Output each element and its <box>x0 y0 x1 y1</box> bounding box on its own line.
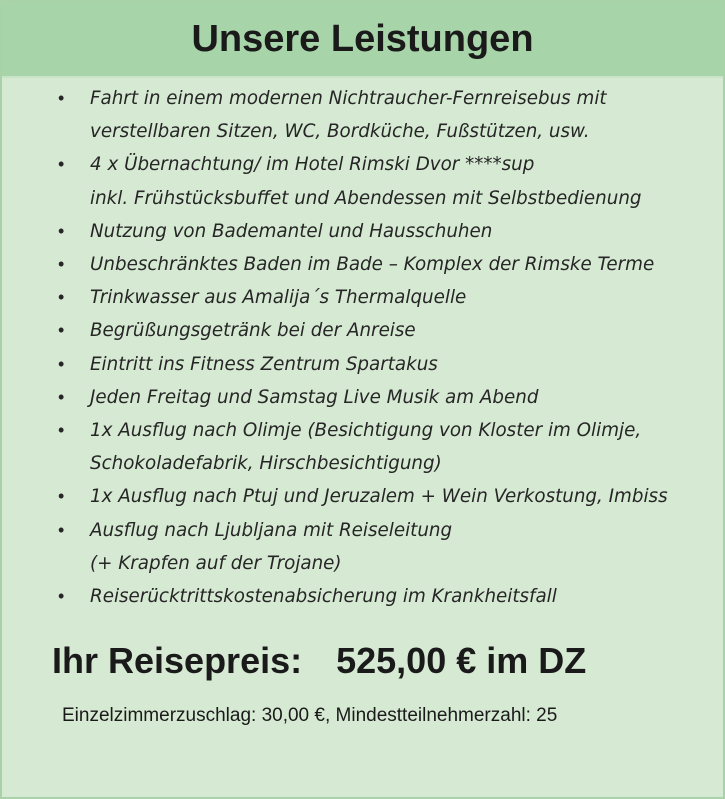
header-bar <box>2 2 723 78</box>
list-item <box>2 215 723 248</box>
bullet-icon: • <box>58 386 65 407</box>
list-item-text: Trinkwasser aus Amalija´s Thermalquelle <box>90 287 467 309</box>
price-value: 525,00 € im DZ <box>336 640 587 681</box>
bullet-icon: • <box>58 486 65 507</box>
list-item <box>2 348 723 381</box>
bullet-icon: • <box>58 88 65 108</box>
bullet-icon: • <box>58 254 65 275</box>
list-item-text: verstellbaren Sitzen, WC, Bordküche, Fußstützen, usw. <box>90 121 590 143</box>
list-item-text: 1x Ausflug nach Olimje (Besichtigung von Kloster im Olimje, <box>90 420 642 442</box>
list-item <box>2 381 723 414</box>
bullet-icon: • <box>58 586 65 607</box>
list-item-text: Jeden Freitag und Samstag Live Musik am Abend <box>90 386 539 408</box>
list-item-text: 1x Ausflug nach Ptuj und Jeruzalem + Wein Verkostung, Imbiss <box>90 486 668 508</box>
bullet-icon: • <box>58 220 65 241</box>
list-item-text: Begrüßungsgetränk bei der Anreise <box>90 320 416 342</box>
list-item <box>2 480 723 513</box>
list-item <box>2 514 723 580</box>
list-item-text: 4 x Übernachtung/ im Hotel Rimski Dvor ****sup <box>90 154 535 176</box>
list-item-text: Nutzung von Bademantel und Hausschuhen <box>90 220 493 242</box>
price-label: Ihr Reisepreis: <box>52 640 303 681</box>
list-item-text: Schokoladefabrik, Hirschbesichtigung) <box>90 453 442 475</box>
list-item-text: (+ Krapfen auf der Trojane) <box>90 552 342 574</box>
bullet-icon: • <box>58 519 65 540</box>
bullet-icon: • <box>58 320 65 341</box>
list-item-text: inkl. Frühstücksbuffet und Abendessen mit Selbstbedienung <box>90 187 642 209</box>
price-line <box>52 640 712 682</box>
services-list <box>2 82 723 613</box>
bullet-icon: • <box>58 353 65 374</box>
list-item <box>2 82 723 148</box>
list-item <box>2 248 723 281</box>
list-item-text: Eintritt ins Fitness Zentrum Spartakus <box>90 353 438 375</box>
list-item-text: Ausflug nach Ljubljana mit Reiseleitung <box>90 519 453 541</box>
bullet-icon: • <box>58 287 65 308</box>
list-item-text: Reiserücktrittskostenabsicherung im Krankheitsfall <box>90 586 557 608</box>
list-item <box>2 314 723 347</box>
surcharge-note: Einzelzimmerzuschlag: 30,00 €, Mindestteilnehmerzahl: 25 <box>62 705 558 726</box>
list-item <box>2 281 723 314</box>
bullet-icon: • <box>58 154 65 175</box>
list-item-text: Unbeschränktes Baden im Bade – Komplex der Rimske Terme <box>90 254 655 276</box>
list-item <box>2 148 723 214</box>
bullet-icon: • <box>58 420 65 441</box>
list-item <box>2 414 723 480</box>
page-title: Unsere Leistungen <box>191 18 534 60</box>
list-item-text: Fahrt in einem modernen Nichtraucher-Fernreisebus mit <box>90 88 607 109</box>
list-item <box>2 580 723 613</box>
